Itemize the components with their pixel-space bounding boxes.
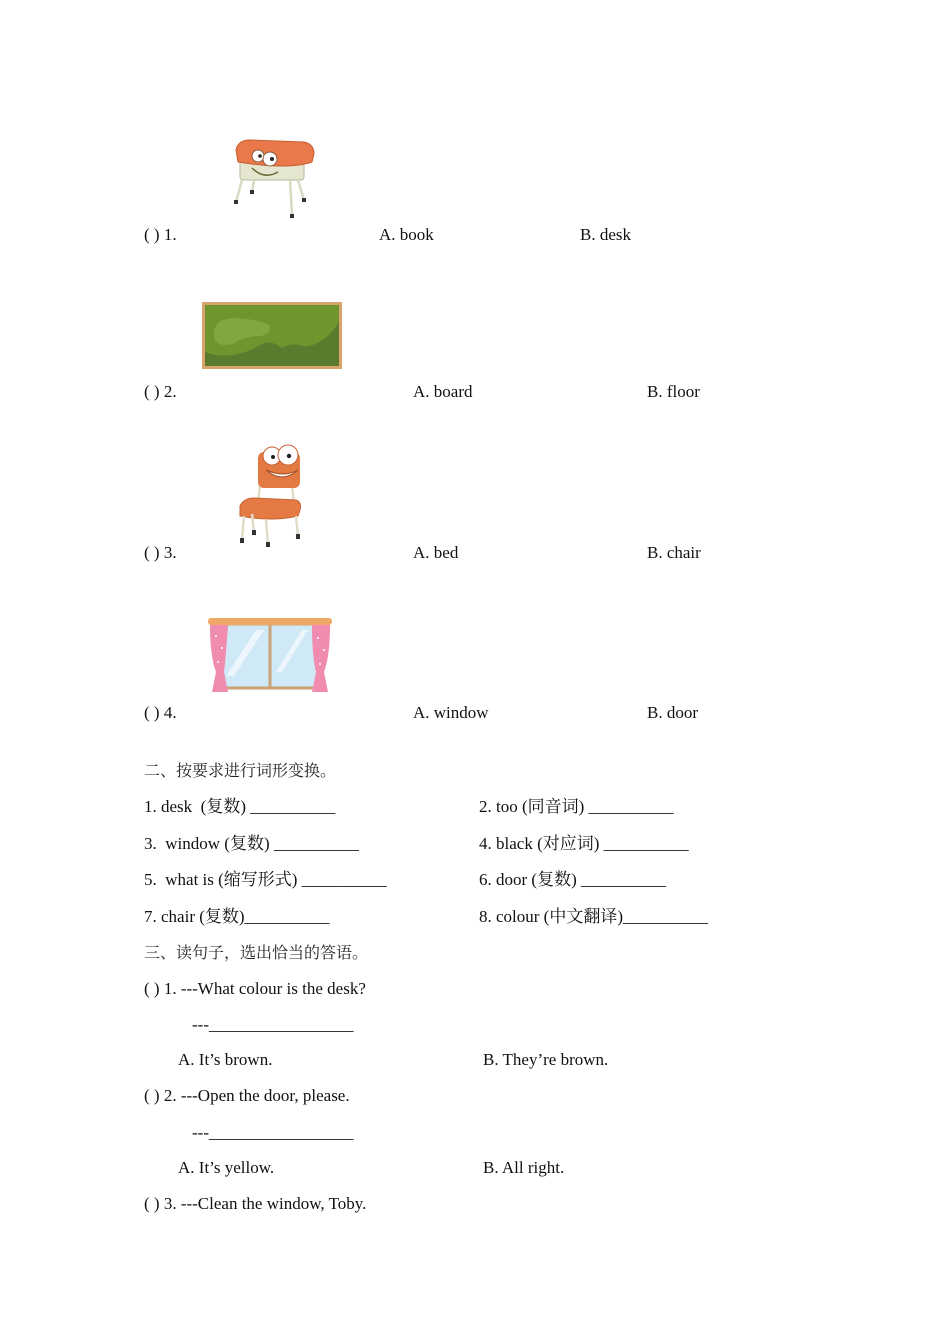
word-item-1[interactable]: 1. desk (复数) __________ [144, 797, 336, 816]
s3-q2-option-b[interactable]: B. All right. [483, 1158, 565, 1177]
section3-heading: 三、读句子，选出恰当的答语。 [144, 943, 369, 962]
s3-q2-prompt: ( ) 2. ---Open the door, please. [144, 1086, 350, 1105]
s3-q2-option-a[interactable]: A. It’s yellow. [178, 1158, 275, 1177]
word-item-2[interactable]: 2. too (同音词) __________ [479, 797, 674, 816]
blackboard-picture [202, 302, 342, 369]
q2-option-a[interactable]: A. board [413, 382, 473, 401]
word-item-3[interactable]: 3. window (复数) __________ [144, 834, 359, 853]
q3-option-b[interactable]: B. chair [647, 543, 701, 562]
q1-label: ( ) 1. [144, 225, 177, 244]
chair-picture [232, 440, 312, 552]
word-item-6[interactable]: 6. door (复数) __________ [479, 870, 666, 889]
q1-option-b[interactable]: B. desk [580, 225, 631, 244]
q4-option-b[interactable]: B. door [647, 703, 698, 722]
word-item-8[interactable]: 8. colour (中文翻译)__________ [479, 907, 709, 926]
s3-q1-prompt: ( ) 1. ---What colour is the desk? [144, 979, 366, 998]
q3-label: ( ) 3. [144, 543, 177, 562]
q1-option-a[interactable]: A. book [379, 225, 434, 244]
q2-option-b[interactable]: B. floor [647, 382, 700, 401]
s3-q3-prompt: ( ) 3. ---Clean the window, Toby. [144, 1194, 367, 1213]
s3-q1-option-a[interactable]: A. It’s brown. [178, 1050, 273, 1069]
desk-picture [228, 136, 318, 220]
q4-label: ( ) 4. [144, 703, 177, 722]
window-picture [206, 616, 334, 696]
s3-q2-answer-line[interactable]: ---_________________ [192, 1123, 354, 1142]
q3-option-a[interactable]: A. bed [413, 543, 459, 562]
section2-heading: 二、按要求进行词形变换。 [144, 761, 337, 780]
s3-q1-answer-line[interactable]: ---_________________ [192, 1015, 354, 1034]
q2-label: ( ) 2. [144, 382, 177, 401]
word-item-5[interactable]: 5. what is (缩写形式) __________ [144, 870, 387, 889]
q4-option-a[interactable]: A. window [413, 703, 489, 722]
s3-q1-option-b[interactable]: B. They’re brown. [483, 1050, 609, 1069]
word-item-4[interactable]: 4. black (对应词) __________ [479, 834, 689, 853]
word-item-7[interactable]: 7. chair (复数)__________ [144, 907, 330, 926]
